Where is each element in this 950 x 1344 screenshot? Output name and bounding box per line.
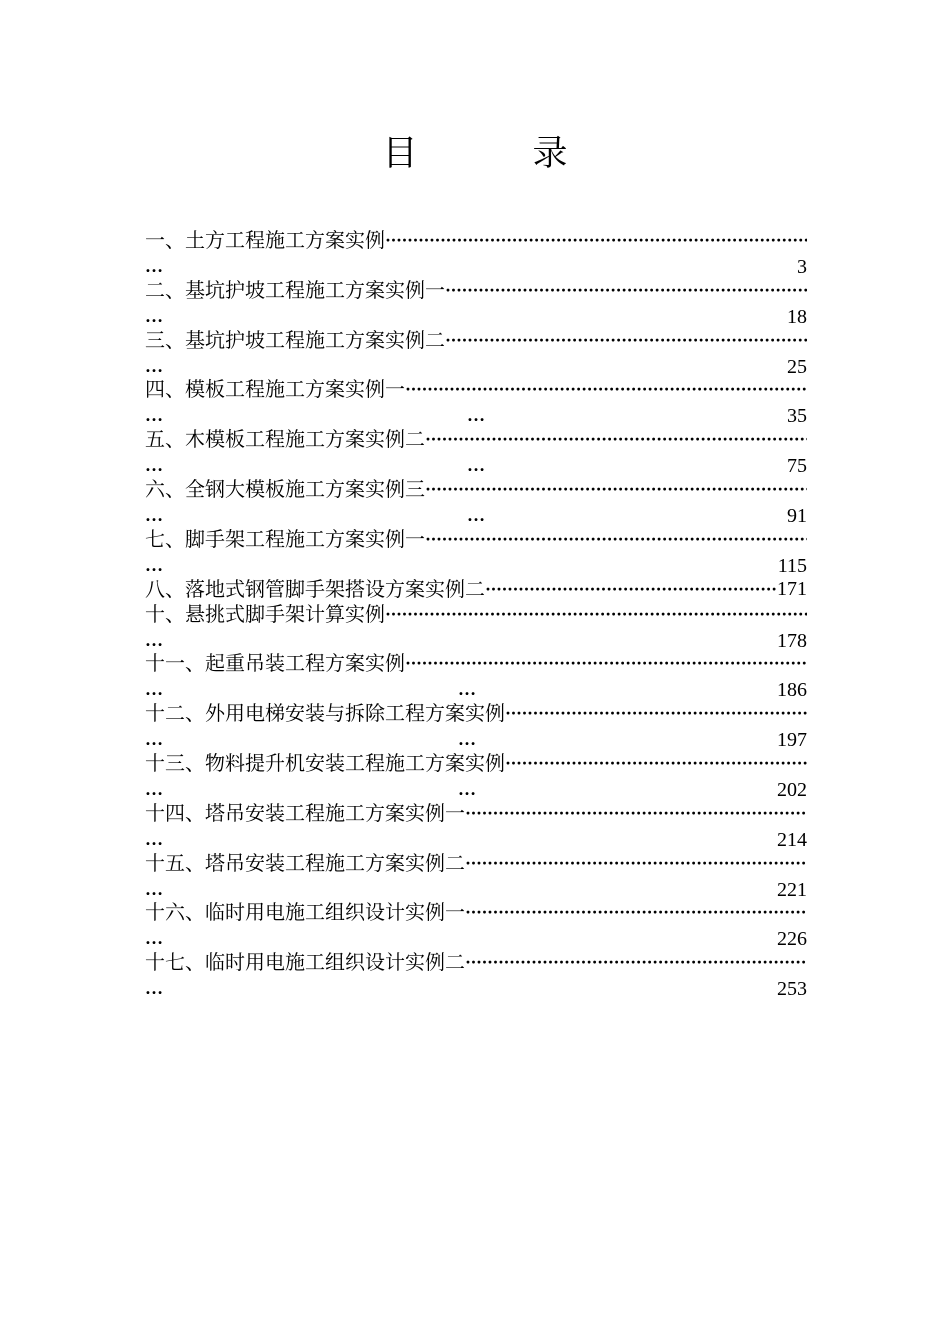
toc-entry-title: 一、土方工程施工方案实例 (145, 228, 385, 252)
toc-page-number: 178 (777, 629, 807, 652)
dot-leader-continuation: … (458, 729, 475, 750)
toc-entry[interactable] (145, 651, 807, 701)
dot-leader-continuation: … (145, 729, 162, 750)
toc-page-number: 3 (797, 256, 807, 278)
dot-leader-continuation: … (145, 778, 162, 799)
toc-entry[interactable] (145, 751, 807, 801)
toc-entry[interactable] (145, 278, 807, 328)
toc-entry-title: 十七、临时用电施工组织设计实例二 (145, 950, 465, 975)
toc-entry[interactable] (145, 427, 807, 477)
toc-entry-title: 十、悬挑式脚手架计算实例 (145, 601, 385, 626)
dot-leader (405, 651, 807, 676)
dot-leader (485, 577, 776, 602)
dot-leader (425, 477, 807, 502)
dot-leader-continuation: … (467, 455, 484, 476)
dot-leader-continuation: … (145, 679, 162, 700)
toc-entry[interactable] (145, 602, 807, 652)
toc-entry-title: 二、基坑护坡工程施工方案实例一 (145, 277, 445, 302)
dot-leader-continuation: … (145, 629, 162, 650)
toc-entry[interactable] (145, 377, 807, 427)
dot-leader-continuation: … (145, 405, 162, 426)
dot-leader (465, 900, 807, 925)
toc-entry[interactable] (145, 477, 807, 527)
toc-page-number: 253 (777, 978, 807, 1001)
dot-leader-continuation: … (467, 504, 484, 525)
dot-leader (385, 602, 807, 627)
dot-leader (425, 527, 807, 552)
dot-leader-continuation: … (458, 778, 475, 799)
toc-page-number: 186 (777, 679, 807, 702)
toc-page-number: 91 (787, 504, 807, 527)
toc-entry[interactable] (145, 228, 807, 278)
toc-page-number: 221 (777, 878, 807, 901)
toc-entry[interactable] (145, 900, 807, 950)
toc-page-number: 25 (787, 355, 807, 378)
dot-leader-continuation: … (145, 978, 162, 999)
toc-entry[interactable] (145, 851, 807, 901)
dot-leader-continuation: … (145, 455, 162, 476)
toc-entry[interactable] (145, 328, 807, 378)
toc-page-number: 75 (787, 455, 807, 478)
toc-page-number: 214 (777, 828, 807, 851)
toc-entry[interactable] (145, 950, 807, 1000)
toc-entry[interactable] (145, 801, 807, 851)
dot-leader-continuation: … (145, 828, 162, 849)
toc-page-number: 202 (777, 778, 807, 801)
toc-page-number: 197 (777, 729, 807, 752)
toc-page-number: 35 (787, 405, 807, 428)
toc-entry-title: 三、基坑护坡工程施工方案实例二 (145, 327, 445, 352)
dot-leader (465, 950, 807, 975)
toc-entry-title: 十二、外用电梯安装与拆除工程方案实例 (145, 701, 505, 726)
dot-leader (405, 377, 807, 402)
toc-entry-title: 五、木模板工程施工方案实例二 (145, 427, 425, 452)
dot-leader-continuation: … (458, 679, 475, 700)
toc-page-number: 226 (777, 928, 807, 951)
dot-leader-continuation: … (145, 554, 162, 575)
dot-leader (505, 701, 807, 726)
toc-entry-title: 十三、物料提升机安装工程施工方案实例 (145, 750, 505, 775)
dot-leader (385, 228, 807, 253)
toc-page-number: 171 (777, 577, 807, 600)
dot-leader-continuation: … (145, 305, 162, 326)
toc-entry-title: 十一、起重吊装工程方案实例 (145, 651, 405, 676)
dot-leader (465, 851, 807, 876)
dot-leader (445, 328, 807, 353)
page-title: 目 录 (382, 134, 608, 174)
toc-entry-title: 六、全钢大模板施工方案实例三 (145, 476, 425, 501)
dot-leader-continuation: … (145, 256, 162, 276)
toc-page-number: 115 (777, 554, 807, 577)
toc-entry-title: 八、落地式钢管脚手架搭设方案实例二 (145, 576, 485, 601)
toc-entry-title: 四、模板工程施工方案实例一 (145, 377, 405, 402)
toc-page-number: 18 (787, 305, 807, 328)
dot-leader (505, 751, 807, 776)
dot-leader-continuation: … (145, 355, 162, 376)
toc-entry-title: 十四、塔吊安装工程施工方案实例一 (145, 800, 465, 825)
toc-entry[interactable] (145, 527, 807, 577)
dot-leader-continuation: … (145, 928, 162, 949)
dot-leader (465, 801, 807, 826)
dot-leader (445, 278, 807, 303)
toc-entry-title: 十六、临时用电施工组织设计实例一 (145, 900, 465, 925)
dot-leader-continuation: … (145, 504, 162, 525)
table-of-contents (145, 228, 807, 1000)
dot-leader-continuation: … (145, 878, 162, 899)
dot-leader (425, 427, 807, 452)
toc-entry-title: 十五、塔吊安装工程施工方案实例二 (145, 850, 465, 875)
toc-entry[interactable] (145, 701, 807, 751)
toc-entry-title: 七、脚手架工程施工方案实例一 (145, 526, 425, 551)
toc-entry[interactable] (145, 577, 807, 602)
dot-leader-continuation: … (467, 405, 484, 426)
